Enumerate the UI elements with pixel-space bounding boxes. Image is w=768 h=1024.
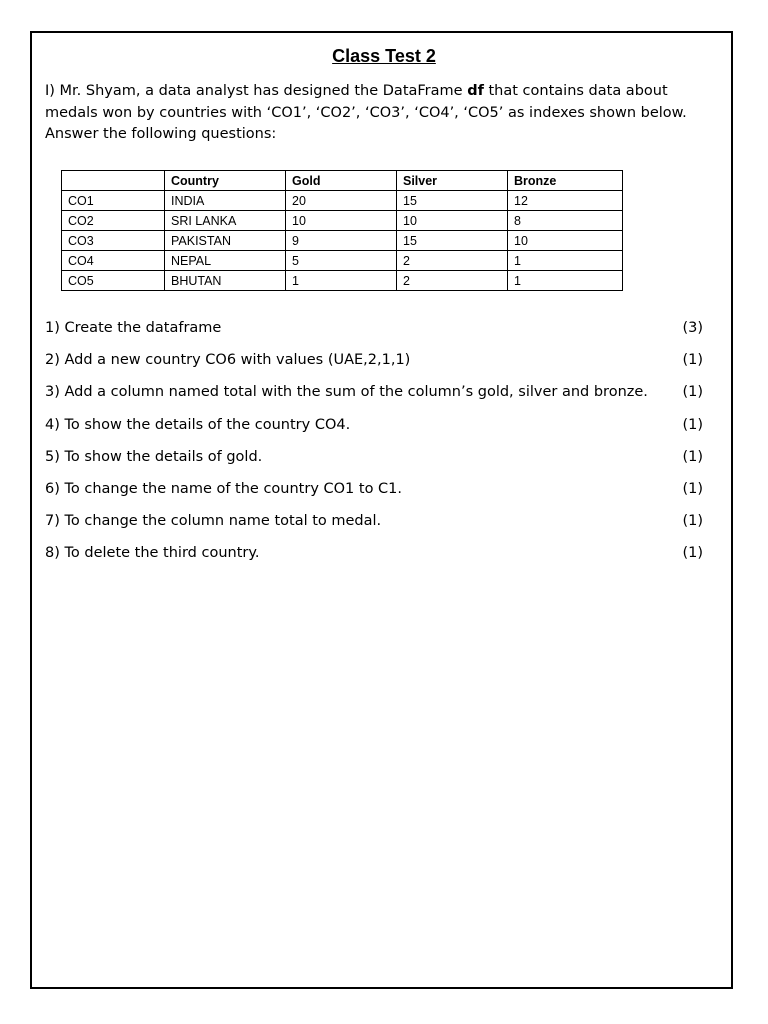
question-item [45,350,703,382]
table-cell: 15 [397,191,508,211]
table-cell: 8 [508,211,623,231]
table-cell: 12 [508,191,623,211]
question-text: 6) To change the name of the country CO1 to C1. [45,480,403,497]
question-text: 3) Add a column named total with the sum of the column’s gold, silver and bronze. [45,384,648,401]
table-cell: 10 [286,211,397,231]
question-marks: (1) [682,352,703,369]
question-marks: (1) [682,384,703,401]
question-item [45,415,703,447]
table-cell: 9 [286,231,397,251]
table-cell: CO3 [62,231,165,251]
table-header-cell [62,171,165,191]
table-cell: 1 [286,271,397,291]
table-cell: CO2 [62,211,165,231]
question-marks: (1) [682,545,703,562]
table-cell: NEPAL [165,251,286,271]
medals-table [61,170,623,291]
table-row [62,251,623,271]
table-cell: CO1 [62,191,165,211]
question-text: 4) To show the details of the country CO4. [45,416,351,433]
table-cell: PAKISTAN [165,231,286,251]
table-cell: 2 [397,251,508,271]
table-row [62,271,623,291]
table-header-cell: Bronze [508,171,623,191]
table-cell: 10 [508,231,623,251]
table-cell: 1 [508,251,623,271]
table-cell: 20 [286,191,397,211]
question-text: 1) Create the dataframe [45,320,222,336]
table-cell: INDIA [165,191,286,211]
question-text: 8) To delete the third country. [45,545,260,562]
table-header-row [62,171,623,191]
questions-list [45,318,703,576]
question-marks: (1) [682,448,703,465]
table-cell: 1 [508,271,623,291]
table-cell: SRI LANKA [165,211,286,231]
table-header-cell: Country [165,171,286,191]
intro-text-start: I) Mr. Shyam, a data analyst has designed the DataFrame [45,83,468,99]
table-row [62,211,623,231]
table-row [62,191,623,211]
question-item [45,447,703,479]
question-item [45,382,703,414]
question-item [45,479,703,511]
intro-paragraph [45,81,720,146]
page-title: Class Test 2 [332,46,436,66]
question-text: 5) To show the details of gold. [45,448,263,465]
question-text: 7) To change the column name total to medal. [45,513,382,530]
question-marks: (1) [682,513,703,530]
table-cell: CO4 [62,251,165,271]
table-header-cell: Silver [397,171,508,191]
question-text: 2) Add a new country CO6 with values (UAE,2,1,1) [45,352,411,369]
table-header-cell: Gold [286,171,397,191]
table-cell: BHUTAN [165,271,286,291]
intro-dataframe-name: df [467,83,484,99]
question-item [45,543,703,575]
question-item [45,511,703,543]
question-marks: (1) [682,416,703,433]
question-item [45,318,703,350]
table-cell: 15 [397,231,508,251]
question-marks: (1) [682,480,703,497]
question-marks: (3) [682,320,703,336]
intro-text-end: that contains data about medals won by countries with ‘CO1’, ‘CO2’, ‘CO3’, ‘CO4’, ‘CO5’ as indexes shown below. Answer the following questions: [45,83,687,142]
table-cell: CO5 [62,271,165,291]
table-cell: 2 [397,271,508,291]
table-row [62,231,623,251]
table-cell: 5 [286,251,397,271]
table-cell: 10 [397,211,508,231]
